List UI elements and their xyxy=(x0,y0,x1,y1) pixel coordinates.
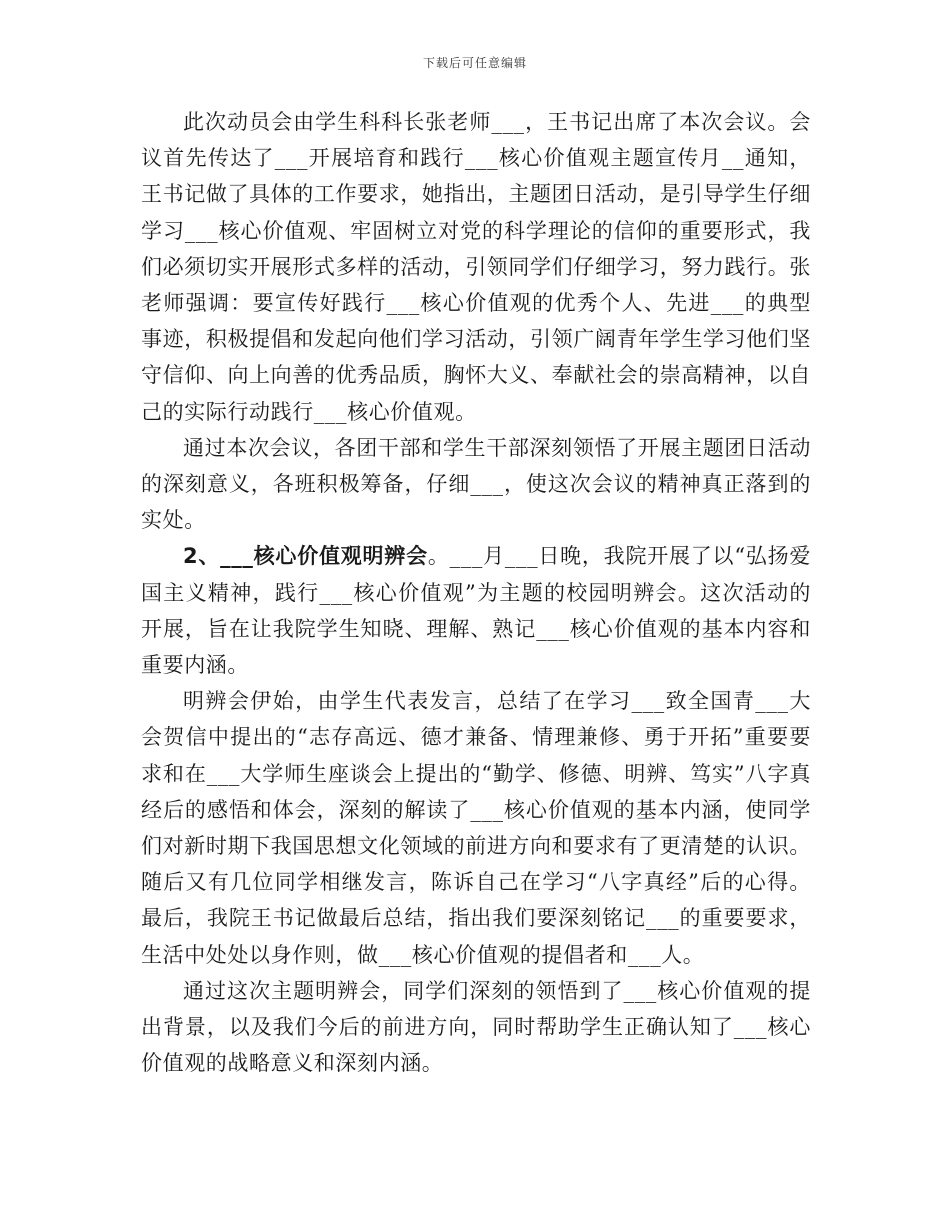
paragraph-debate-intro xyxy=(141,538,811,683)
paragraph-text: 通过本次会议，各团干部和学生干部深刻领悟了开展主题团日活动的深刻意义，各班积极筹备，仔细___，使这次会议的精神真正落到的实处。 xyxy=(141,435,811,533)
paragraph-text: 明辨会伊始，由学生代表发言，总结了在学习___致全国青___大会贺信中提出的“志存高远、德才兼备、情理兼修、勇于开拓”重要要求和在___大学师生座谈会上提出的“勤学、修德、明辨、笃实”八字真经后的感悟和体会，深刻的解读了___核心价值观的基本内涵，使同学们对新时期下我国思想文化领域的前进方向和要求有了更清楚的认识。随后又有几位同学相继发言，陈诉自己在学习“八字真经”后的心得。最后，我院王书记做最后总结，指出我们要深刻铭记___的重要要求，生活中处处以身作则，做___核心价值观的提倡者和___人。 xyxy=(141,689,811,967)
document-body xyxy=(141,104,811,1081)
paragraph-text: 通过这次主题明辨会，同学们深刻的领悟到了___核心价值观的提出背景，以及我们今后的前进方向，同时帮助学生正确认知了___核心价值观的战略意义和深刻内涵。 xyxy=(141,978,811,1076)
paragraph-mobilization-meeting xyxy=(141,104,811,430)
paragraph-debate-details xyxy=(141,683,811,973)
page-header-note: 下载后可任意编辑 xyxy=(422,56,527,70)
paragraph-text: 。___月___日晚，我院开展了以“弘扬爱国主义精神，践行___核心价值观”为主题的校园明辨会。这次活动的开展，旨在让我院学生知晓、理解、熟记___核心价值观的基本内容和重要内涵。 xyxy=(141,544,811,678)
paragraph-debate-outcome xyxy=(141,973,811,1082)
paragraph-text: 此次动员会由学生科科长张老师___，王书记出席了本次会议。会议首先传达了___开展培育和践行___核心价值观主题宣传月__通知，王书记做了具体的工作要求，她指出，主题团日活动，是引导学生仔细学习___核心价值观、牢固树立对党的科学理论的信仰的重要形式，我们必须切实开展形式多样的活动，引领同学们仔细学习，努力践行。张老师强调：要宣传好践行___核心价值观的优秀个人、先进___的典型事迹，积极提倡和发起向他们学习活动，引领广阔青年学生学习他们坚守信仰、向上向善的优秀品质，胸怀大义、奉献社会的崇高精神，以自己的实际行动践行___核心价值观。 xyxy=(141,110,811,424)
paragraph-meeting-outcome xyxy=(141,430,811,539)
section-heading: 2、___核心价值观明辨会 xyxy=(183,544,428,569)
